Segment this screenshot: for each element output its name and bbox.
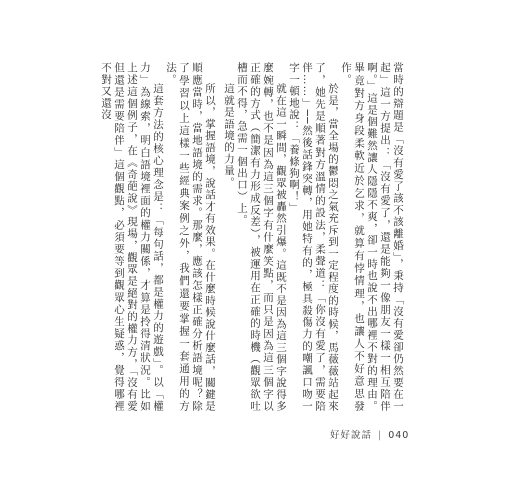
- paragraph: 這就是語境的力量。: [223, 83, 235, 189]
- running-header-label: 好好說話: [330, 430, 373, 441]
- body-text: [100, 62, 404, 412]
- paragraph: 於是，當全場的鬱悶之氣充斥到一定程度的時候，馬薇薇站起來了，她先是順著對方溫情的設法，柔聲道：「你沒有愛了，需要陪伴……」──然後話鋒突轉，用她特有的，極具殺傷力的嘲諷口吻一字一頓地說：「養條狗啊！」: [288, 62, 339, 412]
- paragraph: 就在這一瞬間，觀眾被轟然引爆。這既不是因為這三個字說得多麼婉轉，也不是因為這三個字有什麼笑點，而只是因為這三個字以正確的方式（簡潔有力形成反差），被運用在正確的時機（觀眾欲吐槽而不得，急需一個出口）上。: [236, 62, 287, 412]
- paragraph: 所以，掌握語境，說話才有效果。在什麼時候說什麼話，關鍵是順應當時，當地語境的需求。那麼，應該怎樣正確分析語境呢？除了學習以上這樣一些經典案例之外，我們還要掌握一套通用的方法。: [165, 62, 216, 412]
- paragraph: 當時的辯題是「沒有愛了該不該離婚」，秉持「沒有愛卻仍然要在一起」這一方提出：「沒有愛了，還是能夠一像朋友一樣一相互陪伴啊。」這是個難然讓人隱隱不爽，卻一時也說不出哪裡不對的理由。畢竟對方身段柔軟近於乞求，就算有悖情理，也讓人不好意思發作。: [340, 62, 404, 412]
- page-number: 040: [388, 430, 410, 441]
- paragraph: 這套方法的核心理念是：「每句話，都是權力的遊戲」。以「權力」為線索，明白語境裡面的權力關係，才算是拎得清狀況。比如上述這個例子，在《奇葩說》現場，觀眾是絕對的權力方，「沒有愛但還是需要陪伴」這個觀點，必須要等到觀眾心生疑惑，覺得哪裡不對又還沒: [100, 62, 164, 412]
- footer-divider: |: [378, 430, 383, 441]
- page-footer: [330, 427, 409, 441]
